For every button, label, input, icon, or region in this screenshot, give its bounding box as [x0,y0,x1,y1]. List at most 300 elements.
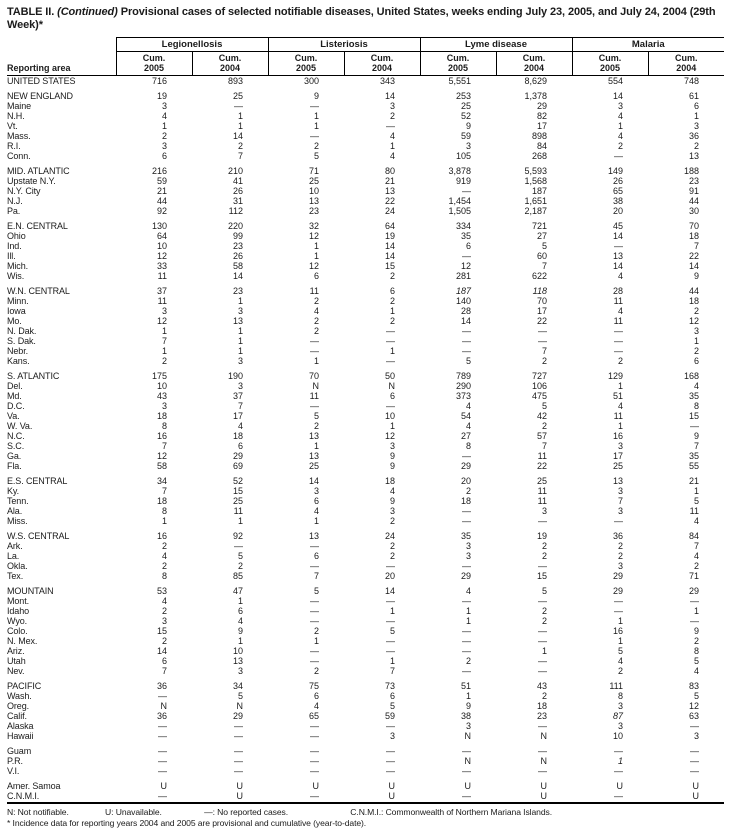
value-cell: 4 [617,271,623,281]
reporting-area-cell: Mo. [7,316,22,326]
value-cell: 16 [612,626,623,636]
value-cell: 6 [313,691,319,701]
value-cell: 2 [541,541,547,551]
value-cell: 55 [688,461,699,471]
value-cell: 14 [612,261,623,271]
value-cell: 2 [617,666,623,676]
value-cell: 10 [308,186,319,196]
value-cell: 7 [161,486,167,496]
value-cell: 10 [384,411,395,421]
value-cell: — [158,746,167,756]
table-row [7,441,724,451]
value-cell: — [310,346,319,356]
value-cell: — [462,346,471,356]
value-cell: 4 [693,516,699,526]
value-cell: 14 [232,271,243,281]
reporting-area-cell: W. Va. [7,421,33,431]
reporting-area-cell: Colo. [7,626,28,636]
value-cell: 25 [536,476,547,486]
value-cell: 7 [313,571,319,581]
reporting-area-cell: Oreg. [7,701,30,711]
value-cell: — [538,626,547,636]
value-cell: 3 [237,356,243,366]
value-cell: 14 [612,231,623,241]
value-cell: 2 [389,296,395,306]
value-cell: — [386,721,395,731]
value-cell: — [310,596,319,606]
table-row [7,626,724,636]
value-cell: U [344,791,420,803]
table-row [7,356,724,366]
value-cell: 75 [308,681,319,691]
legend-not-notifiable: N: Not notifiable. [7,807,69,817]
table-row [7,391,724,401]
value-cell: 105 [455,151,471,161]
value-cell: 3 [237,666,243,676]
value-cell: 475 [531,391,547,401]
value-cell: 3 [161,306,167,316]
value-cell: — [310,646,319,656]
value-cell: 18 [156,411,167,421]
value-cell: 9 [389,496,395,506]
value-cell: 3 [161,141,167,151]
value-cell: — [386,121,395,131]
value-cell: 13 [308,531,319,541]
value-cell: 2 [389,551,395,561]
value-cell: — [690,721,699,731]
value-cell: 13 [308,196,319,206]
legend-line [7,807,731,818]
value-cell: 4 [693,381,699,391]
value-cell: 15 [536,571,547,581]
value-cell: — [462,516,471,526]
value-cell: 65 [308,711,319,721]
value-cell: 1 [617,121,623,131]
value-cell: 2 [313,141,319,151]
value-cell: 69 [232,461,243,471]
value-cell: — [158,731,167,741]
value-cell: 7 [541,261,547,271]
value-cell: 4 [161,596,167,606]
value-cell: 14 [384,586,395,596]
value-cell: — [538,656,547,666]
value-cell: — [462,596,471,606]
reporting-area-cell: Ga. [7,451,22,461]
value-cell: 1 [465,691,471,701]
value-cell: 7 [237,401,243,411]
value-cell: — [462,251,471,261]
value-cell: 9 [693,431,699,441]
value-cell: — [234,746,243,756]
value-cell: 11 [613,411,623,421]
value-cell: 2 [465,486,471,496]
value-cell: 23 [536,711,547,721]
table-title [7,6,731,32]
value-cell: 12 [308,231,319,241]
value-cell: — [386,336,395,346]
value-cell: 2 [237,141,243,151]
value-cell: 1 [313,441,319,451]
reporting-area-cell: N.H. [7,111,25,121]
value-cell: 25 [612,461,623,471]
value-cell: 6 [693,356,699,366]
value-cell: 5 [389,626,395,636]
value-cell: 71 [688,571,699,581]
table-row [7,541,724,551]
value-cell: N [464,731,471,741]
reporting-area-cell: Wash. [7,691,32,701]
value-cell: — [614,151,623,161]
value-cell: 2 [541,616,547,626]
value-cell: 29 [460,461,471,471]
value-cell: 17 [612,451,623,461]
value-cell: 35 [688,391,699,401]
value-cell: 38 [460,711,471,721]
value-cell: N [540,756,547,766]
value-cell: 300 [303,76,319,86]
value-cell: 3 [313,486,319,496]
reporting-area-cell: Ohio [7,231,26,241]
value-cell: — [690,746,699,756]
value-cell: — [310,541,319,551]
value-cell: 4 [465,421,471,431]
table-row [7,586,724,596]
value-cell: 11 [157,296,167,306]
value-cell: 210 [227,166,243,176]
value-cell: 3 [617,486,623,496]
value-cell: 14 [156,646,167,656]
value-cell: 554 [607,76,623,86]
value-cell: U [192,791,268,803]
reporting-area-cell: PACIFIC [7,681,42,691]
value-cell: 2 [541,551,547,561]
value-cell: — [538,516,547,526]
value-cell: 11 [689,506,699,516]
table-row [7,781,724,791]
table-row [7,176,724,186]
value-cell: — [690,421,699,431]
value-cell: 3 [617,101,623,111]
value-cell: 29 [612,571,623,581]
table-row [7,731,724,741]
reporting-area-cell: E.N. CENTRAL [7,221,68,231]
value-cell: 3 [389,441,395,451]
value-cell: — [158,756,167,766]
value-cell: 8 [617,691,623,701]
value-cell: 99 [232,231,243,241]
value-cell: 10 [156,241,167,251]
legend-no-reported-cases: —: No reported cases. [204,807,288,817]
value-cell: — [158,691,167,701]
value-cell: 4 [237,616,243,626]
value-cell: 9 [465,701,471,711]
value-cell: 16 [156,431,167,441]
value-cell: — [462,561,471,571]
reporting-area-cell: N.J. [7,196,23,206]
reporting-area-cell: N.C. [7,431,25,441]
value-cell: 1 [161,121,167,131]
value-cell: 1 [237,636,243,646]
value-cell: 10 [612,731,623,741]
table-row [7,151,724,161]
table-row [7,691,724,701]
reporting-area-cell: S. Dak. [7,336,36,346]
value-cell: 4 [617,131,623,141]
reporting-area-cell: Wyo. [7,616,28,626]
value-cell: — [462,746,471,756]
value-cell: — [690,756,699,766]
value-cell: U [616,781,623,791]
value-cell: 27 [460,431,471,441]
table-row [7,636,724,646]
value-cell: — [538,746,547,756]
table-row [7,711,724,721]
value-cell: 1 [541,646,547,656]
value-cell: 893 [227,76,243,86]
value-cell: 2 [693,561,699,571]
value-cell: — [234,766,243,776]
table-row [7,646,724,656]
value-cell: — [234,756,243,766]
value-cell: 373 [455,391,471,401]
value-cell: 6 [237,441,243,451]
table-row [7,791,724,803]
value-cell: 59 [156,176,167,186]
table-row [7,571,724,581]
value-cell: U [540,781,547,791]
value-cell: 4 [389,131,395,141]
value-cell: 1,505 [448,206,471,216]
col-header-legionellosis-cum2004: Cum. 2004 [192,52,268,76]
value-cell: 92 [156,206,167,216]
reporting-area-cell: Wis. [7,271,25,281]
table-row [7,411,724,421]
value-cell: — [310,336,319,346]
value-cell: 4 [313,701,319,711]
value-cell: 334 [455,221,471,231]
value-cell: 1 [313,636,319,646]
value-cell: 118 [532,286,547,296]
value-cell: — [310,616,319,626]
value-cell: 12 [156,451,167,461]
table-row [7,461,724,471]
value-cell: 45 [612,221,623,231]
value-cell: 4 [693,551,699,561]
col-header-listeriosis-cum2004: Cum. 2004 [344,52,420,76]
value-cell: — [538,336,547,346]
value-cell: 1 [237,596,243,606]
value-cell: 6 [313,271,319,281]
table-row [7,766,724,776]
value-cell: 8 [161,506,167,516]
value-cell: 19 [384,231,395,241]
value-cell: 5 [237,691,243,701]
value-cell: — [538,561,547,571]
value-cell: 51 [612,391,623,401]
value-cell: 5 [693,691,699,701]
value-cell: — [234,541,243,551]
value-cell: 44 [688,196,699,206]
value-cell: — [462,506,471,516]
reporting-area-cell: V.I. [7,766,20,776]
value-cell: 1 [617,421,623,431]
value-cell: 268 [531,151,547,161]
value-cell: 6 [161,656,167,666]
value-cell: 9 [237,626,243,636]
value-cell: 2 [693,346,699,356]
reporting-area-cell: Del. [7,381,23,391]
value-cell: — [158,721,167,731]
table-row [7,206,724,216]
col-header-malaria-cum2005: Cum. 2005 [572,52,648,76]
value-cell: 29 [536,101,547,111]
reporting-area-cell: Va. [7,411,20,421]
table-row [7,371,724,381]
value-cell: 5 [237,551,243,561]
value-cell: 22 [536,461,547,471]
value-cell: 6 [313,496,319,506]
value-cell: 28 [612,286,623,296]
value-cell: 4 [617,111,623,121]
value-cell: 91 [688,186,699,196]
value-cell: 58 [156,461,167,471]
value-cell: 13 [232,656,243,666]
value-cell: 2 [541,356,547,366]
value-cell: U [648,791,724,803]
value-cell: — [386,636,395,646]
value-cell: 140 [455,296,471,306]
value-cell: 2 [161,561,167,571]
value-cell: 29 [688,586,699,596]
value-cell: — [462,626,471,636]
value-cell: 2,187 [524,206,547,216]
value-cell: 1 [617,381,623,391]
table-row [7,666,724,676]
value-cell: 2 [389,541,395,551]
value-cell: 2 [617,551,623,561]
value-cell: N [464,756,471,766]
table-row [7,346,724,356]
value-cell: 43 [156,391,167,401]
value-cell: 29 [232,451,243,461]
value-cell: 727 [531,371,547,381]
table-row [7,551,724,561]
value-cell: — [386,356,395,366]
value-cell: 70 [308,371,319,381]
value-cell: 92 [232,531,243,541]
value-cell: 16 [612,431,623,441]
value-cell: 35 [688,451,699,461]
reporting-area-cell: La. [7,551,20,561]
value-cell: 3 [237,381,243,391]
value-cell: 343 [379,76,395,86]
value-cell: 29 [460,571,471,581]
value-cell: — [690,596,699,606]
corner-blank [7,38,116,52]
value-cell: — [462,451,471,461]
value-cell: 4 [693,666,699,676]
value-cell: 11 [233,506,243,516]
value-cell: 15 [232,486,243,496]
value-cell: 9 [389,451,395,461]
value-cell: U [464,781,471,791]
value-cell: 80 [384,166,395,176]
value-cell: 84 [536,141,547,151]
value-cell: 2 [617,141,623,151]
value-cell: 2 [389,111,395,121]
value-cell: 919 [455,176,471,186]
table-row [7,251,724,261]
table-row [7,596,724,606]
value-cell: 9 [465,121,471,131]
value-cell: U [160,781,167,791]
value-cell: 4 [237,421,243,431]
value-cell: 14 [460,316,471,326]
value-cell: 8 [465,441,471,451]
value-cell: — [462,766,471,776]
value-cell: 3 [617,561,623,571]
value-cell: 2 [617,356,623,366]
value-cell: 64 [384,221,395,231]
value-cell: 25 [460,101,471,111]
value-cell: 52 [232,476,243,486]
value-cell: 4 [617,306,623,316]
value-cell: 25 [232,91,243,101]
value-cell: 3 [617,701,623,711]
value-cell: 149 [607,166,623,176]
value-cell: 5 [541,241,547,251]
table-header [7,38,724,76]
value-cell: 187 [531,186,547,196]
value-cell: — [614,346,623,356]
value-cell: — [310,746,319,756]
table-row [7,516,724,526]
value-cell: 23 [308,206,319,216]
col-header-lyme-cum2005: Cum. 2005 [420,52,496,76]
value-cell: 26 [232,186,243,196]
reporting-area-cell: S.C. [7,441,25,451]
reporting-area-cell: Utah [7,656,26,666]
value-cell: 2 [389,316,395,326]
value-cell: 1 [313,516,319,526]
value-cell: 84 [688,531,699,541]
value-cell: 5 [541,401,547,411]
value-cell: 7 [541,346,547,356]
table-row [7,381,724,391]
value-cell: 4 [313,506,319,516]
value-cell: 17 [232,411,243,421]
value-cell: 59 [384,711,395,721]
value-cell: 3 [617,441,623,451]
table-row [7,431,724,441]
value-cell: 50 [384,371,395,381]
value-cell: 3 [617,721,623,731]
value-cell: 82 [536,111,547,121]
value-cell: — [386,561,395,571]
table-row [7,231,724,241]
value-cell: 3 [693,731,699,741]
reporting-area-cell: E.S. CENTRAL [7,476,68,486]
value-cell: 1 [693,111,699,121]
table-row [7,486,724,496]
value-cell: N [160,701,167,711]
reporting-area-cell: Maine [7,101,32,111]
reporting-area-cell: P.R. [7,756,23,766]
reporting-area-cell: MOUNTAIN [7,586,54,596]
reporting-area-cell: Mont. [7,596,30,606]
value-cell: U [312,781,319,791]
value-cell: 23 [232,286,243,296]
